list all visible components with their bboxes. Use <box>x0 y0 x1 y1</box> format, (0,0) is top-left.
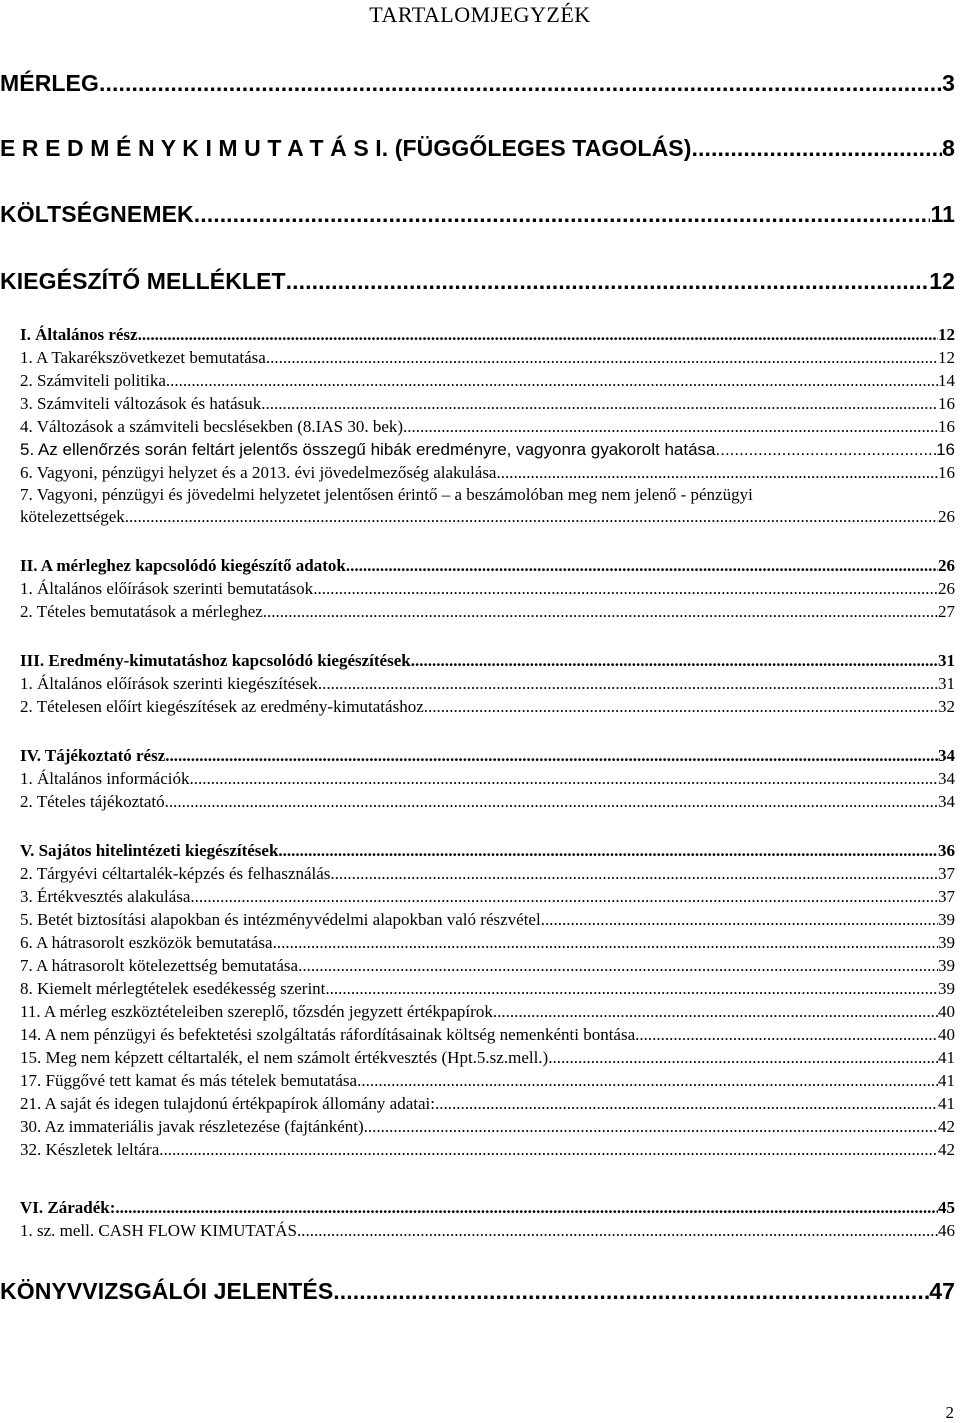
toc-item[interactable] <box>20 1094 955 1114</box>
toc-label: 11. A mérleg eszköztételeiben szereplő, tőzsdén jegyzett értékpapírok <box>20 1002 493 1021</box>
toc-page: 47 <box>929 1278 955 1304</box>
toc-label: 6. A hátrasorolt eszközök bemutatása <box>20 933 273 952</box>
leader-dots <box>691 135 942 162</box>
toc-entry-koltsegnemek[interactable] <box>0 201 955 228</box>
toc-label: 2. Számviteli politika <box>20 371 166 390</box>
toc-item[interactable] <box>20 674 955 694</box>
toc-page: 16 <box>938 394 955 413</box>
toc-label: MÉRLEG <box>0 70 99 96</box>
toc-label: VI. Záradék: <box>20 1198 116 1217</box>
toc-item[interactable] <box>20 440 955 460</box>
toc-label: 15. Meg nem képzett céltartalék, el nem számolt értékvesztés (Hpt.5.sz.mell.) <box>20 1048 549 1067</box>
toc-item[interactable] <box>20 956 955 976</box>
toc-entry-kiegeszito-melleklet[interactable] <box>0 268 955 295</box>
toc-page: 27 <box>938 602 955 621</box>
toc-item[interactable] <box>20 979 955 999</box>
leader-dots <box>364 1117 938 1137</box>
toc-item[interactable] <box>20 394 955 414</box>
toc-label: 17. Függővé tett kamat és más tételek bemutatása <box>20 1071 358 1090</box>
leader-dots <box>286 268 930 295</box>
toc-label: 2. Tételesen előírt kiegészítések az eredmény-kimutatáshoz <box>20 697 424 716</box>
toc-item[interactable] <box>20 792 955 812</box>
toc-label: 1. Általános előírások szerinti bemutatások <box>20 579 314 598</box>
toc-section-i[interactable] <box>20 325 955 345</box>
leader-dots <box>138 325 938 345</box>
toc-item[interactable] <box>20 769 955 789</box>
toc-page: 16 <box>936 440 955 459</box>
leader-dots <box>159 1140 938 1160</box>
toc-label: 21. A saját és idegen tulajdonú értékpapírok állomány adatai: <box>20 1094 435 1113</box>
leader-dots <box>165 792 938 812</box>
toc-page: 31 <box>938 651 955 670</box>
leader-dots <box>99 70 942 97</box>
leader-dots <box>125 507 938 527</box>
toc-page: 42 <box>938 1117 955 1136</box>
leader-dots <box>266 348 938 368</box>
toc-page: 12 <box>938 348 955 367</box>
toc-label: 2. Tételes tájékoztató <box>20 792 165 811</box>
toc-item[interactable] <box>20 697 955 717</box>
leader-dots <box>278 841 938 861</box>
toc-label: III. Eredmény-kimutatáshoz kapcsolódó kiegészítések <box>20 651 411 670</box>
toc-item[interactable] <box>20 348 955 368</box>
toc-label: 14. A nem pénzügyi és befektetési szolgáltatás ráfordításainak költség nemenkénti bontása <box>20 1025 636 1044</box>
toc-item[interactable] <box>20 910 955 930</box>
toc-section-iii[interactable] <box>20 651 955 671</box>
toc-section-vi[interactable] <box>20 1198 955 1218</box>
leader-dots <box>261 394 938 414</box>
toc-item[interactable] <box>20 1221 955 1241</box>
toc-entry-merleg[interactable] <box>0 70 955 97</box>
toc-page: 37 <box>938 887 955 906</box>
toc-item[interactable] <box>20 933 955 953</box>
toc-page: 16 <box>938 463 955 482</box>
page-title: TARTALOMJEGYZÉK <box>369 2 591 27</box>
toc-page: 12 <box>929 268 955 294</box>
toc-label: E R E D M É N Y K I M U T A T Á S I. (FÜGGŐLEGES TAGOLÁS) <box>0 135 692 161</box>
toc-label: 32. Készletek leltára <box>20 1140 160 1159</box>
toc-item-7-line2[interactable] <box>20 507 955 527</box>
toc-page: 31 <box>938 674 955 693</box>
leader-dots <box>493 1002 938 1022</box>
toc-item[interactable] <box>20 463 955 483</box>
toc-item[interactable] <box>20 1140 955 1160</box>
leader-dots <box>435 1094 938 1114</box>
toc-page: 16 <box>938 417 955 436</box>
toc-label: 30. Az immateriális javak részletezése (fajtánként) <box>20 1117 364 1136</box>
toc-page: 11 <box>930 201 955 227</box>
toc-item[interactable] <box>20 864 955 884</box>
toc-item[interactable] <box>20 579 955 599</box>
toc-label: 2. Tárgyévi céltartalék-képzés és felhasználás <box>20 864 331 883</box>
leader-dots <box>165 746 938 766</box>
leader-dots <box>297 1221 938 1241</box>
toc-label: 4. Változások a számviteli becslésekben (8.IAS 30. bek) <box>20 417 404 436</box>
toc-page: 37 <box>938 864 955 883</box>
toc-page: 41 <box>938 1048 955 1067</box>
leader-dots <box>318 674 938 694</box>
toc-page: 3 <box>942 70 955 96</box>
leader-dots <box>357 1071 938 1091</box>
toc-label: 8. Kiemelt mérlegtételek esedékesség szerint <box>20 979 326 998</box>
toc-label: 1. A Takarékszövetkezet bemutatása <box>20 348 266 367</box>
toc-section-iv[interactable] <box>20 746 955 766</box>
leader-dots <box>273 933 938 953</box>
leader-dots <box>333 1278 929 1305</box>
toc-label: IV. Tájékoztató rész <box>20 746 166 765</box>
toc-section-v[interactable] <box>20 841 955 861</box>
toc-page: 39 <box>938 933 955 952</box>
leader-dots <box>403 417 938 437</box>
leader-dots <box>635 1025 938 1045</box>
toc-page: 46 <box>938 1221 955 1240</box>
toc-page: 40 <box>938 1002 955 1021</box>
leader-dots <box>330 864 938 884</box>
toc-page: 36 <box>938 841 955 860</box>
leader-dots <box>115 1198 938 1218</box>
toc-page: 39 <box>938 910 955 929</box>
toc-page: 26 <box>938 556 955 575</box>
toc-page: 26 <box>938 579 955 598</box>
toc-item[interactable] <box>20 371 955 391</box>
leader-dots <box>716 440 937 460</box>
leader-dots <box>190 887 938 907</box>
toc-label: KÖNYVVIZSGÁLÓI JELENTÉS <box>0 1278 334 1304</box>
leader-dots <box>298 956 938 976</box>
toc-page: 8 <box>942 135 955 161</box>
leader-dots <box>325 979 938 999</box>
toc-page: 14 <box>938 371 955 390</box>
toc-item[interactable] <box>20 1071 955 1091</box>
leader-dots <box>194 201 931 228</box>
toc-label: 6. Vagyoni, pénzügyi helyzet és a 2013. évi jövedelmezőség alakulása <box>20 463 497 482</box>
leader-dots <box>541 910 938 930</box>
toc-label: V. Sajátos hitelintézeti kiegészítések <box>20 841 279 860</box>
toc-item[interactable] <box>20 417 955 437</box>
leader-dots <box>263 602 938 622</box>
toc-label: 1. Általános információk <box>20 769 190 788</box>
toc-label: KIEGÉSZÍTŐ MELLÉKLET <box>0 268 286 294</box>
toc-label: 1. Általános előírások szerinti kiegészítések <box>20 674 318 693</box>
toc-item[interactable] <box>20 1002 955 1022</box>
toc-page: 34 <box>938 769 955 788</box>
toc-label: kötelezettségek <box>20 507 125 526</box>
toc-label: I. Általános rész <box>20 325 138 344</box>
toc-label: 5. Az ellenőrzés során feltárt jelentős összegű hibák eredményre, vagyonra gyakorolt hatása <box>20 440 716 459</box>
toc-label: 7. A hátrasorolt kötelezettség bemutatása <box>20 956 299 975</box>
leader-dots <box>313 579 938 599</box>
toc-label: KÖLTSÉGNEMEK <box>0 201 194 227</box>
toc-page: 39 <box>938 956 955 975</box>
toc-label: 3. Számviteli változások és hatásuk <box>20 394 262 413</box>
toc-entry-eredmenykimutatas[interactable] <box>0 135 955 162</box>
page-number: 2 <box>945 1403 954 1422</box>
toc-item[interactable] <box>20 1025 955 1045</box>
toc-page: 34 <box>938 746 955 765</box>
leader-dots <box>346 556 938 576</box>
toc-section-ii[interactable] <box>20 556 955 576</box>
toc-page: 40 <box>938 1025 955 1044</box>
leader-dots <box>548 1048 938 1068</box>
toc-item-7-line1[interactable]: 7. Vagyoni, pénzügyi és jövedelmi helyzetet jelentősen érintő – a beszámolóban meg nem jelenő - pénzügyi <box>20 485 753 504</box>
toc-label: II. A mérleghez kapcsolódó kiegészítő adatok <box>20 556 346 575</box>
toc-page: 45 <box>938 1198 955 1217</box>
toc-page: 41 <box>938 1094 955 1113</box>
leader-dots <box>190 769 939 789</box>
toc-item[interactable] <box>20 602 955 622</box>
leader-dots <box>424 697 938 717</box>
toc-page: 42 <box>938 1140 955 1159</box>
toc-page: 12 <box>938 325 955 344</box>
leader-dots <box>411 651 938 671</box>
toc-page: 41 <box>938 1071 955 1090</box>
toc-page: 32 <box>938 697 955 716</box>
toc-label: 1. sz. mell. CASH FLOW KIMUTATÁS <box>20 1221 297 1240</box>
leader-dots <box>166 371 938 391</box>
toc-page: 26 <box>938 507 955 526</box>
toc-label: 2. Tételes bemutatások a mérleghez <box>20 602 263 621</box>
toc-page: 39 <box>938 979 955 998</box>
leader-dots <box>496 463 938 483</box>
toc-label: 5. Betét biztosítási alapokban és intézményvédelmi alapokban való részvétel <box>20 910 541 929</box>
toc-page: 34 <box>938 792 955 811</box>
toc-item[interactable] <box>20 1117 955 1137</box>
toc-label: 3. Értékvesztés alakulása <box>20 887 191 906</box>
toc-item[interactable] <box>20 887 955 907</box>
toc-entry-audit-report[interactable] <box>0 1278 955 1305</box>
toc-item[interactable] <box>20 1048 955 1068</box>
